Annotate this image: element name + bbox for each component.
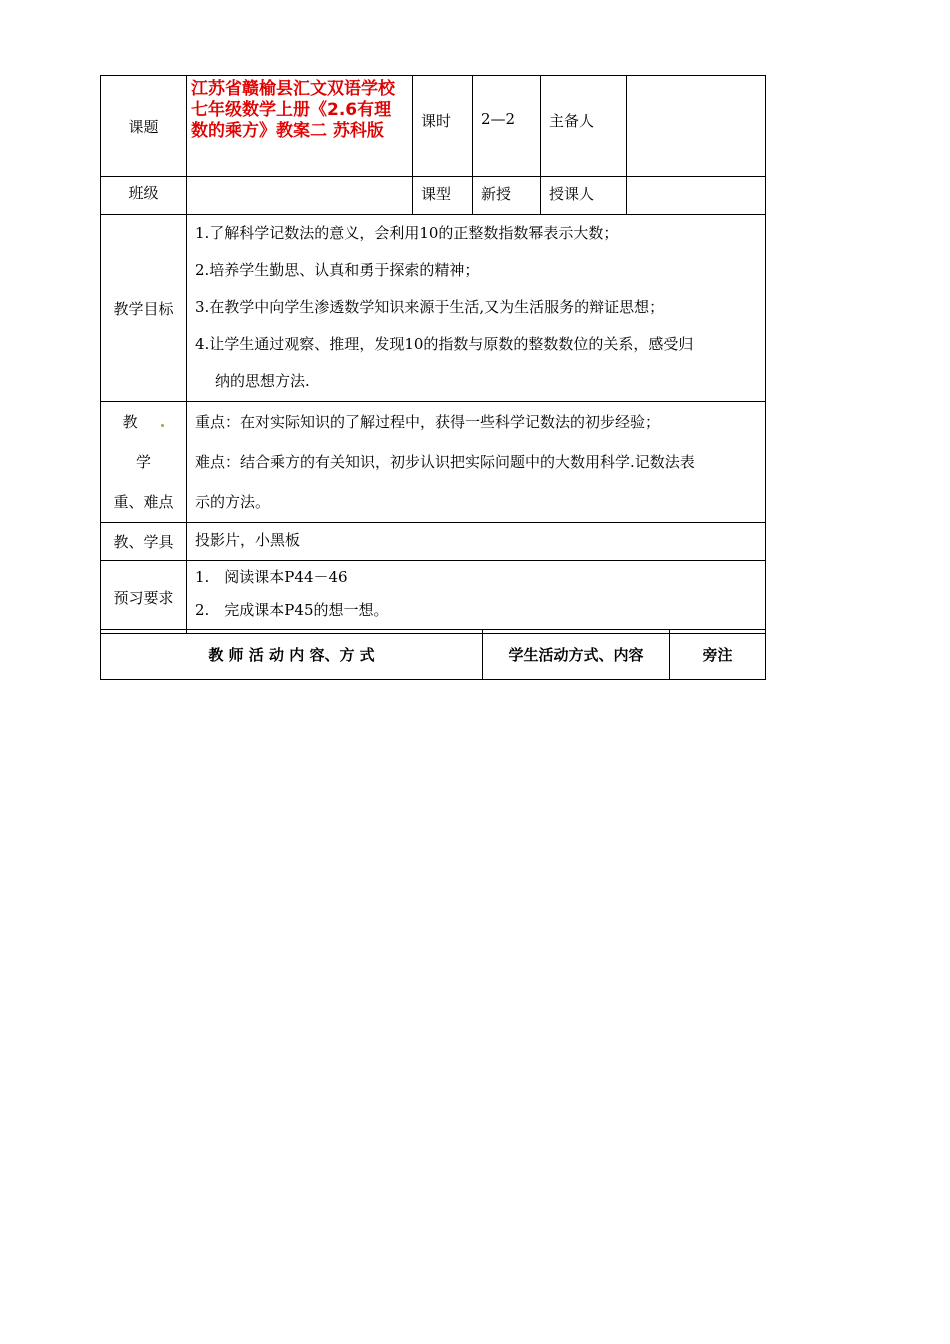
type-label: 课型: [413, 177, 473, 215]
teacher-label: 授课人: [541, 177, 627, 215]
key-points-label-line3: 重、难点: [113, 493, 174, 511]
student-activity-header: 学生活动方式、内容: [483, 630, 670, 680]
topic-row: [101, 76, 766, 177]
key-points-label-line2: 学: [135, 453, 151, 471]
objective-item: 纳的思想方法.: [215, 372, 310, 390]
preparer-value: [627, 76, 766, 177]
lesson-value: 2—2: [473, 76, 541, 177]
key-points-label-line1: 教: [122, 413, 138, 431]
topic-title: 江苏省赣榆县汇文双语学校七年级数学上册《2.6有理数的乘方》教案二 苏科版: [187, 76, 413, 177]
objective-item: 2.培养学生勤思、认真和勇于探索的精神；: [195, 261, 480, 279]
tools-value: 投影片，小黑板: [187, 523, 766, 561]
activity-header-row: [101, 630, 766, 680]
preparer-label: 主备人: [541, 76, 627, 177]
preview-item: 1. 阅读课本P44－46: [195, 568, 348, 586]
key-point-line: 难点：结合乘方的有关知识，初步认识把实际问题中的大数用科学.记数法表: [195, 453, 695, 471]
class-label: 班级: [101, 177, 187, 215]
key-points-label: [101, 402, 187, 523]
preview-content: [187, 561, 766, 634]
preview-label: 预习要求: [101, 561, 187, 634]
key-points-content: [187, 402, 766, 523]
lesson-label: 课时: [413, 76, 473, 177]
objective-item: 1.了解科学记数法的意义，会利用10的正整数指数幂表示大数；: [195, 224, 619, 242]
tools-label: 教、学具: [101, 523, 187, 561]
key-point-line: 示的方法。: [195, 493, 271, 511]
notes-header: 旁注: [670, 630, 766, 680]
preview-item: 2. 完成课本P45的想一想。: [195, 601, 389, 619]
key-point-line: 重点：在对实际知识的了解过程中，获得一些科学记数法的初步经验；: [195, 413, 661, 431]
tools-row: [101, 523, 766, 561]
objective-item: 3.在教学中向学生渗透数学知识来源于生活,又为生活服务的辩证思想；: [195, 298, 665, 316]
teacher-activity-header: 教 师 活 动 内 容、方 式: [101, 630, 483, 680]
class-value: [187, 177, 413, 215]
objectives-content: [187, 215, 766, 402]
key-points-row: [101, 402, 766, 523]
objectives-label: 教学目标: [101, 215, 187, 402]
objective-item: 4.让学生通过观察、推理，发现10的指数与原数的整数数位的关系，感受归: [195, 335, 694, 353]
class-row: [101, 177, 766, 215]
objectives-row: [101, 215, 766, 402]
activity-table: [100, 629, 766, 680]
type-value: 新授: [473, 177, 541, 215]
topic-label: 课题: [101, 76, 187, 177]
speck-dot: [161, 424, 164, 427]
lesson-info-table: [100, 75, 766, 634]
preview-row: [101, 561, 766, 634]
teacher-value: [627, 177, 766, 215]
